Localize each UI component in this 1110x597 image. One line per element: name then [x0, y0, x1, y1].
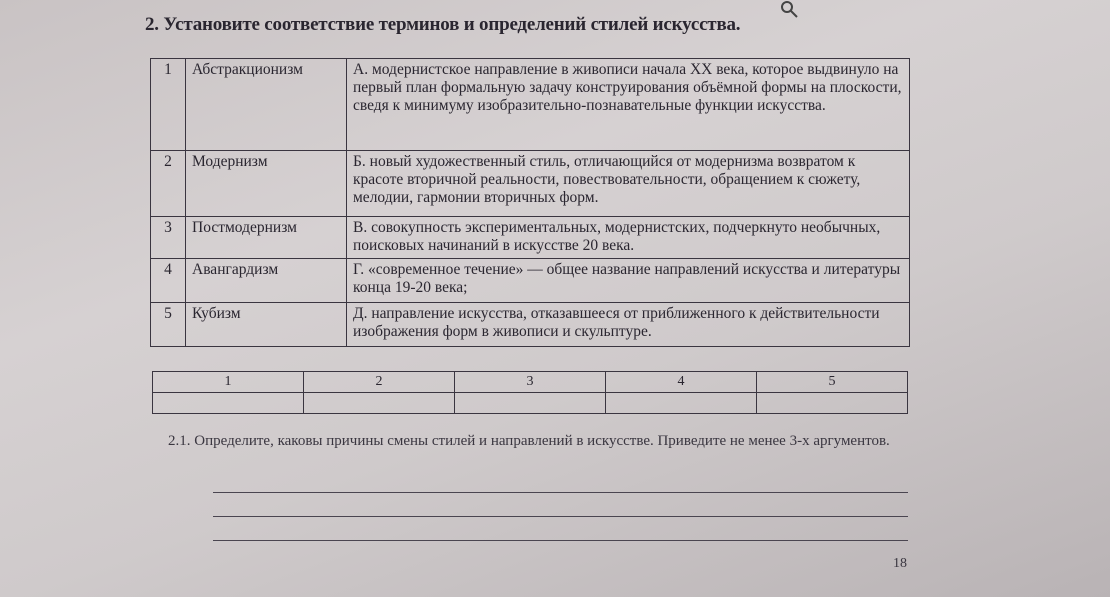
term-number: 2 — [151, 151, 186, 217]
table-row — [151, 217, 910, 259]
answer-cell[interactable] — [153, 393, 304, 414]
question-21: 2.1. Определите, каковы причины смены стилей и направлений в искусстве. Приведите не менее 3-х аргументов. — [168, 433, 890, 449]
term-name: Постмодернизм — [186, 217, 347, 259]
answer-header: 3 — [455, 372, 606, 393]
term-name: Модернизм — [186, 151, 347, 217]
answer-header: 1 — [153, 372, 304, 393]
term-number: 4 — [151, 259, 186, 303]
term-number: 3 — [151, 217, 186, 259]
term-name: Абстракционизм — [186, 59, 347, 151]
answer-cell[interactable] — [455, 393, 606, 414]
term-definition: Д. направление искусства, отказавшееся от приближенного к действительности изображения форм в живописи и скульптуре. — [347, 303, 910, 347]
term-number: 5 — [151, 303, 186, 347]
answer-header-row — [153, 372, 908, 393]
answer-line[interactable] — [213, 540, 908, 541]
term-definition: В. совокупность экспериментальных, модернистских, подчеркнуто необычных, поисковых начинаний в искусстве 20 века. — [347, 217, 910, 259]
term-definition: А. модернистское направление в живописи начала XX века, которое выдвинуло на первый план формальную задачу конструирования объёмной формы на плоскости, сведя к минимуму изобразительно-познавательные функции искусства. — [347, 59, 910, 151]
term-definition: Б. новый художественный стиль, отличающийся от модернизма возвратом к красоте вторичной реальности, повествовательности, обращением к сюжету, мелодии, гармонии вторичных форм. — [347, 151, 910, 217]
terms-table — [150, 58, 910, 347]
page-number: 18 — [893, 556, 907, 571]
term-number: 1 — [151, 59, 186, 151]
answer-line[interactable] — [213, 492, 908, 493]
table-row — [151, 259, 910, 303]
table-row — [151, 59, 910, 151]
answer-line[interactable] — [213, 516, 908, 517]
answer-table — [152, 371, 908, 414]
answer-header: 2 — [304, 372, 455, 393]
answer-header: 5 — [757, 372, 908, 393]
answer-cell[interactable] — [304, 393, 455, 414]
table-row — [151, 151, 910, 217]
zoom-icon[interactable] — [778, 0, 800, 20]
answer-cell[interactable] — [606, 393, 757, 414]
term-name: Авангардизм — [186, 259, 347, 303]
answer-header: 4 — [606, 372, 757, 393]
table-row — [151, 303, 910, 347]
term-definition: Г. «современное течение» — общее название направлений искусства и литературы конца 19-20 века; — [347, 259, 910, 303]
page-title: 2. Установите соответствие терминов и определений стилей искусства. — [145, 14, 741, 35]
answer-cell[interactable] — [757, 393, 908, 414]
term-name: Кубизм — [186, 303, 347, 347]
answer-input-row — [153, 393, 908, 414]
